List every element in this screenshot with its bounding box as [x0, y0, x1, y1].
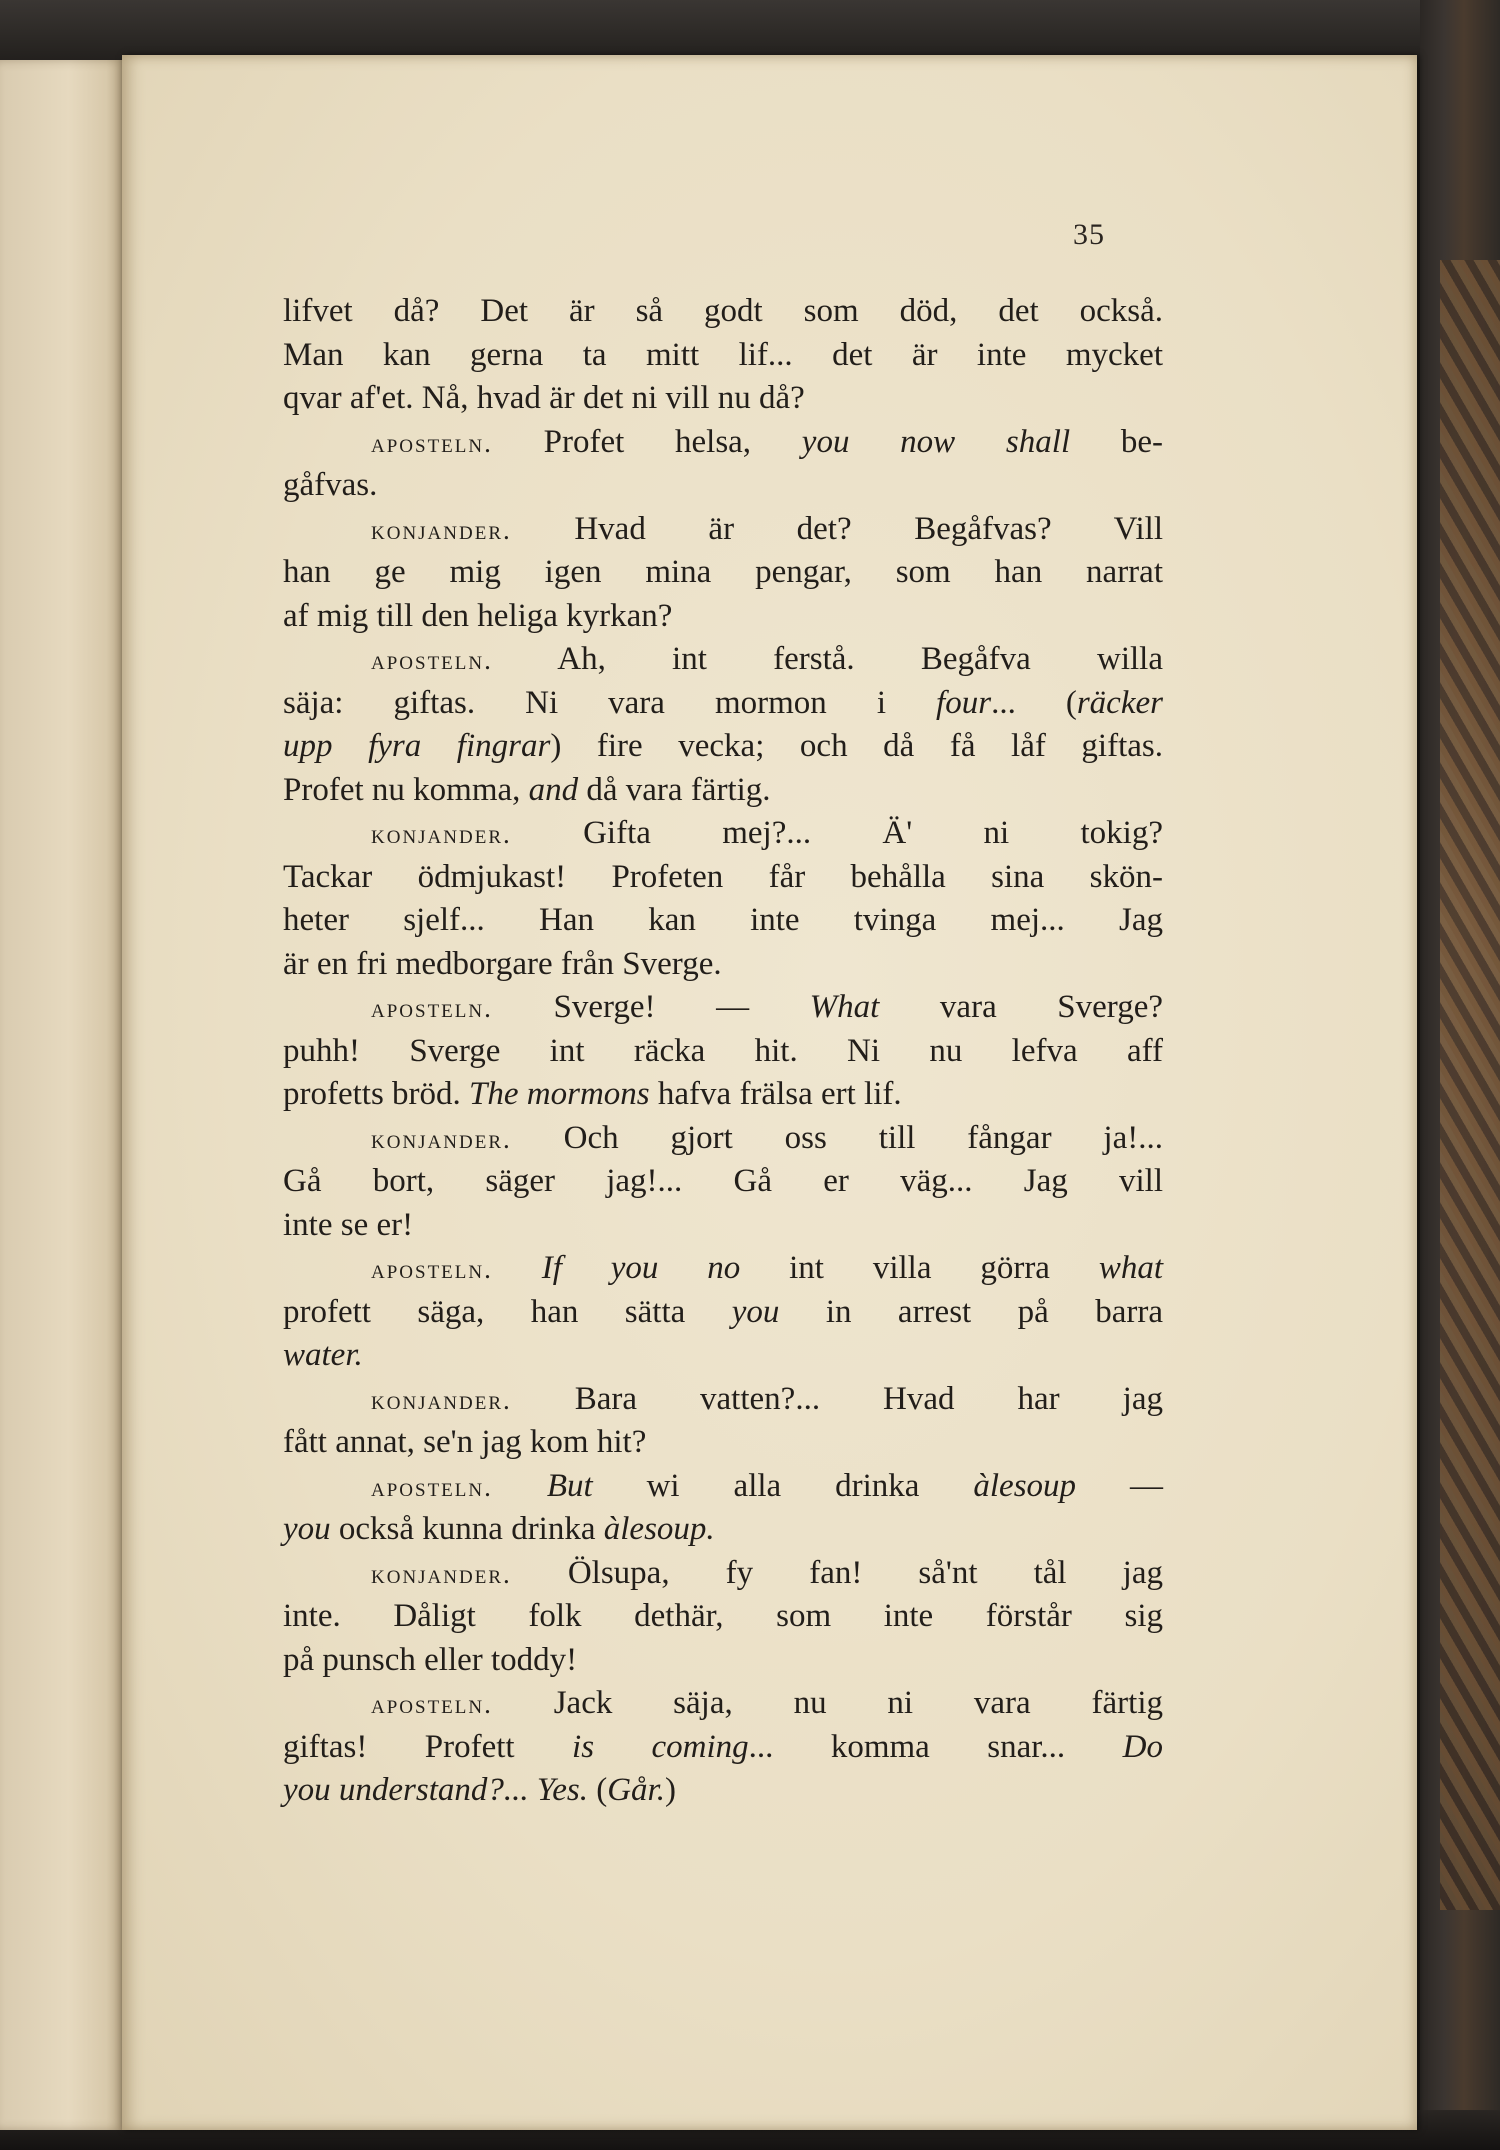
page-text: [283, 290, 1163, 1813]
text-run: The mormons: [469, 1076, 650, 1112]
text-run: Gå bort, säger jag!... Gå er väg... Jag vill: [283, 1163, 1163, 1199]
text-run: water.: [283, 1337, 363, 1373]
text-line: [283, 508, 1163, 552]
text-line: [283, 1204, 1163, 1248]
marbled-endpaper: [1440, 260, 1500, 1910]
text-run: (: [587, 1772, 608, 1808]
text-run: wi alla drinka: [592, 1467, 974, 1504]
text-line: [283, 1160, 1163, 1204]
text-line: [283, 464, 1163, 508]
text-run: Profet nu komma,: [283, 771, 529, 808]
text-run: Do: [1122, 1728, 1163, 1765]
text-run: Tackar ödmjukast! Profeten får behålla sina skön-: [283, 858, 1163, 895]
text-line: [283, 290, 1163, 334]
text-run: be-: [1070, 423, 1164, 460]
text-line: [283, 1726, 1163, 1770]
text-run: också kunna drinka: [330, 1511, 604, 1547]
text-run: hafva frälsa ert lif.: [649, 1076, 902, 1112]
previous-page-edge: [0, 60, 125, 2130]
text-run: Och gjort oss till fångar ja!...: [511, 1119, 1163, 1156]
text-run: is coming: [572, 1728, 749, 1765]
text-line: [283, 1552, 1163, 1596]
text-run: Ölsupa, fy fan! så'nt tål jag: [511, 1554, 1163, 1591]
text-line: [283, 682, 1163, 726]
text-run: int villa görra: [740, 1250, 1099, 1286]
text-run: four: [936, 684, 992, 721]
text-line: [283, 943, 1163, 987]
text-run: But: [546, 1467, 593, 1504]
text-run: àlesoup: [973, 1467, 1077, 1504]
text-run: profett säga, han sätta: [283, 1293, 732, 1330]
text-run: Ah, int ferstå. Begåfva willa: [492, 641, 1163, 677]
speaker-name: aposteln.: [371, 993, 493, 1023]
speaker-name: aposteln.: [371, 645, 493, 675]
speaker-name: konjander.: [371, 1384, 512, 1415]
text-run: giftas! Profett: [283, 1728, 573, 1765]
text-line: [283, 1291, 1163, 1335]
text-line: [283, 1508, 1163, 1552]
text-run: Bara vatten?... Hvad har jag: [511, 1380, 1163, 1417]
text-line: [283, 1769, 1163, 1813]
text-run: Gifta mej?... Ä' ni tokig?: [511, 815, 1163, 851]
text-line: [283, 1117, 1163, 1161]
text-run: ) fire vecka; och då få låf giftas.: [550, 728, 1163, 764]
page-number: 35: [1073, 218, 1105, 251]
speaker-name: konjander.: [371, 514, 512, 545]
text-run: ... komma snar...: [748, 1728, 1123, 1765]
text-run: ... (: [991, 684, 1077, 721]
text-line: [283, 812, 1163, 856]
text-run: Profet helsa,: [492, 423, 802, 460]
text-line: [283, 1421, 1163, 1465]
text-run: fått annat, se'n jag kom hit?: [283, 1424, 647, 1460]
text-line: [283, 1595, 1163, 1639]
text-run: Går.: [607, 1772, 665, 1808]
text-run: räcker: [1076, 684, 1163, 721]
text-run: af mig till den heliga kyrkan?: [283, 597, 673, 634]
text-line: [283, 377, 1163, 421]
text-run: and: [528, 771, 579, 808]
text-run: han ge mig igen mina pengar, som han narrat: [283, 554, 1163, 590]
text-run: ): [665, 1772, 676, 1808]
text-run: profetts bröd.: [283, 1076, 470, 1112]
text-run: you: [731, 1293, 780, 1330]
text-run: gåfvas.: [283, 467, 378, 503]
speaker-name: aposteln.: [371, 427, 493, 458]
speaker-name: konjander.: [371, 1558, 512, 1589]
text-line: [283, 1682, 1163, 1726]
text-run: [493, 1468, 547, 1504]
speaker-name: aposteln.: [371, 1471, 493, 1502]
text-run: —: [1076, 1467, 1164, 1504]
text-line: [283, 1378, 1163, 1422]
text-run: upp fyra fingrar: [283, 728, 551, 764]
text-line: [283, 1030, 1163, 1074]
text-line: [283, 1247, 1163, 1291]
text-run: Jack säja, nu ni vara färtig: [492, 1685, 1163, 1721]
text-run: What: [809, 989, 880, 1025]
text-run: puhh! Sverge int räcka hit. Ni nu lefva aff: [283, 1032, 1163, 1069]
text-run: lifvet då? Det är så godt som död, det också.: [283, 293, 1163, 329]
text-run: inte. Dåligt folk dethär, som inte förstår sig: [283, 1598, 1163, 1634]
speaker-name: konjander.: [371, 1123, 512, 1154]
speaker-name: aposteln.: [371, 1254, 493, 1284]
text-run: you understand?... Yes.: [283, 1772, 588, 1808]
text-run: på punsch eller toddy!: [283, 1641, 578, 1678]
text-line: [283, 1073, 1163, 1117]
text-run: you: [283, 1511, 331, 1547]
text-run: qvar af'et. Nå, hvad är det ni vill nu då?: [283, 380, 805, 416]
text-line: [283, 725, 1163, 769]
text-line: [283, 1334, 1163, 1378]
text-run: Hvad är det? Begåfvas? Vill: [511, 510, 1163, 547]
text-run: vara Sverge?: [879, 989, 1163, 1025]
text-run: what: [1098, 1250, 1163, 1286]
text-line: [283, 856, 1163, 900]
text-line: [283, 769, 1163, 813]
speaker-name: aposteln.: [371, 1689, 493, 1719]
text-line: [283, 551, 1163, 595]
text-run: inte se er!: [283, 1206, 414, 1243]
text-line: [283, 986, 1163, 1030]
text-run: Sverge! —: [492, 989, 810, 1025]
text-run: heter sjelf... Han kan inte tvinga mej... Jag: [283, 902, 1163, 938]
text-run: Man kan gerna ta mitt lif... det är inte mycket: [283, 336, 1163, 373]
text-line: [283, 638, 1163, 682]
text-run: in arrest på barra: [779, 1293, 1163, 1330]
text-run: då vara färtig.: [578, 771, 771, 808]
text-run: àlesoup.: [603, 1511, 715, 1547]
speaker-name: konjander.: [371, 819, 512, 849]
text-line: [283, 899, 1163, 943]
text-run: If you no: [541, 1250, 741, 1286]
text-line: [283, 1639, 1163, 1683]
text-line: [283, 334, 1163, 378]
text-run: [493, 1250, 542, 1286]
text-line: [283, 421, 1163, 465]
text-run: you now shall: [801, 423, 1071, 460]
text-line: [283, 595, 1163, 639]
text-run: är en fri medborgare från Sverge.: [283, 945, 722, 982]
text-line: [283, 1465, 1163, 1509]
text-run: säja: giftas. Ni vara mormon i: [283, 684, 937, 721]
